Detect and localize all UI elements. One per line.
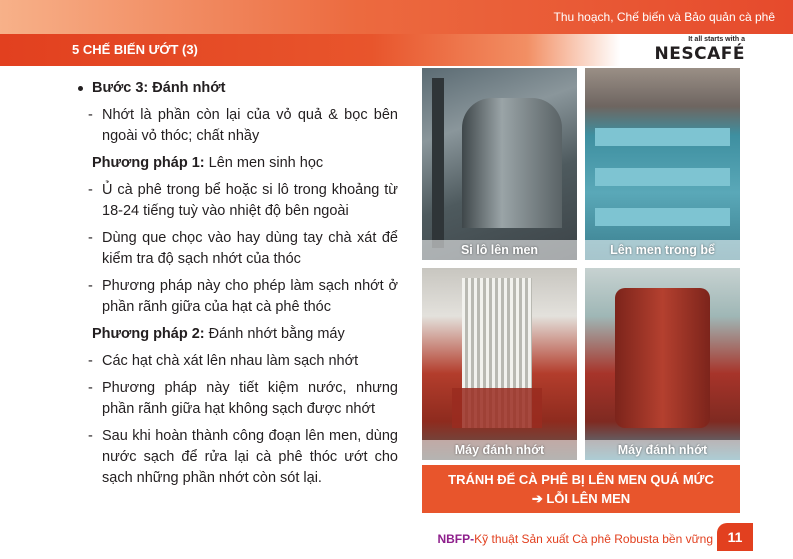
page-number: 11 [717,523,753,551]
method2-text: Đánh nhớt bằng máy [208,326,345,342]
header-subtitle: Thu hoạch, Chế biến và Bảo quản cà phê [553,10,775,24]
list-item: - Phương pháp này cho phép làm sạch nhớt ở phần rãnh giữa của hạt cà phê thóc [88,278,398,315]
list-item: - Nhớt là phần còn lại của vỏ quả & bọc bên ngoài vỏ thóc; chất nhầy [88,107,398,144]
method1-heading [78,153,398,174]
list-item: - Sau khi hoàn thành công đoạn lên men, dùng nước sạch để rửa lại cà phê thóc ướt cho sạch những phần nhớt còn sót lại. [88,428,398,486]
method2-item: Các hạt chà xát lên nhau làm sạch nhớt [102,353,359,369]
method2-item: Sau khi hoàn thành công đoạn lên men, dùng nước sạch để rửa lại cà phê thóc ướt cho sạch những phần nhớt còn sót lại. [102,428,398,486]
method2-label: Phương pháp 2: [92,326,205,342]
list-item: - Dùng que chọc vào hay dùng tay chà xát để kiểm tra độ sạch nhớt của thóc [88,230,398,267]
method2-item: Phương pháp này tiết kiệm nước, nhưng phần rãnh giữa hạt không sạch được nhớt [102,380,398,417]
footer [0,523,793,559]
main-content [78,78,398,495]
logo-brand: NESCAFÉ [654,44,745,64]
photo-demucilage-machine-1 [422,268,577,460]
nescafe-logo [655,36,745,64]
top-banner [0,0,793,34]
list-item: - Ủ cà phê trong bể hoặc si lô trong khoảng từ 18-24 tiếng tuỳ vào nhiệt độ bên ngoài [88,182,398,219]
method1-label: Phương pháp 1: [92,155,205,171]
footer-title: Kỹ thuật Sản xuất Cà phê Robusta bền vững [474,532,713,546]
callout-line2: ➔ LỖI LÊN MEN [531,491,631,506]
warning-callout [422,465,740,513]
photo-tank-fermentation [585,68,740,260]
step-title: Bước 3: Đánh nhớt [78,78,398,99]
method2-heading [78,324,398,345]
logo-tagline: It all starts with a [688,36,745,43]
photo-demucilage-machine-2 [585,268,740,460]
section-title: 5 CHẾ BIẾN ƯỚT (3) [72,42,198,57]
photo-caption: Máy đánh nhớt [422,440,577,460]
photo-caption: Si lô lên men [422,240,577,260]
footer-text [437,532,713,546]
section-title-bar [0,34,620,66]
callout-line1: TRÁNH ĐỂ CÀ PHÊ BỊ LÊN MEN QUÁ MỨC [448,472,714,487]
photo-caption: Máy đánh nhớt [585,440,740,460]
list-item: - Phương pháp này tiết kiệm nước, nhưng phần rãnh giữa hạt không sạch được nhớt [88,380,398,417]
method1-item: Phương pháp này cho phép làm sạch nhớt ở phần rãnh giữa của hạt cà phê thóc [102,278,398,315]
list-item: - Các hạt chà xát lên nhau làm sạch nhớt [88,353,359,369]
photo-grid [422,68,740,460]
photo-caption: Lên men trong bể [585,240,740,260]
method1-item: Dùng que chọc vào hay dùng tay chà xát để kiểm tra độ sạch nhớt của thóc [102,230,398,267]
footer-brand: NBFP- [437,532,475,546]
method1-item: Ủ cà phê trong bể hoặc si lô trong khoảng từ 18-24 tiếng tuỳ vào nhiệt độ bên ngoài [102,182,398,219]
photo-silo-fermentation [422,68,577,260]
intro-text: Nhớt là phần còn lại của vỏ quả & bọc bên ngoài vỏ thóc; chất nhầy [102,107,398,144]
method1-text: Lên men sinh học [208,155,324,171]
